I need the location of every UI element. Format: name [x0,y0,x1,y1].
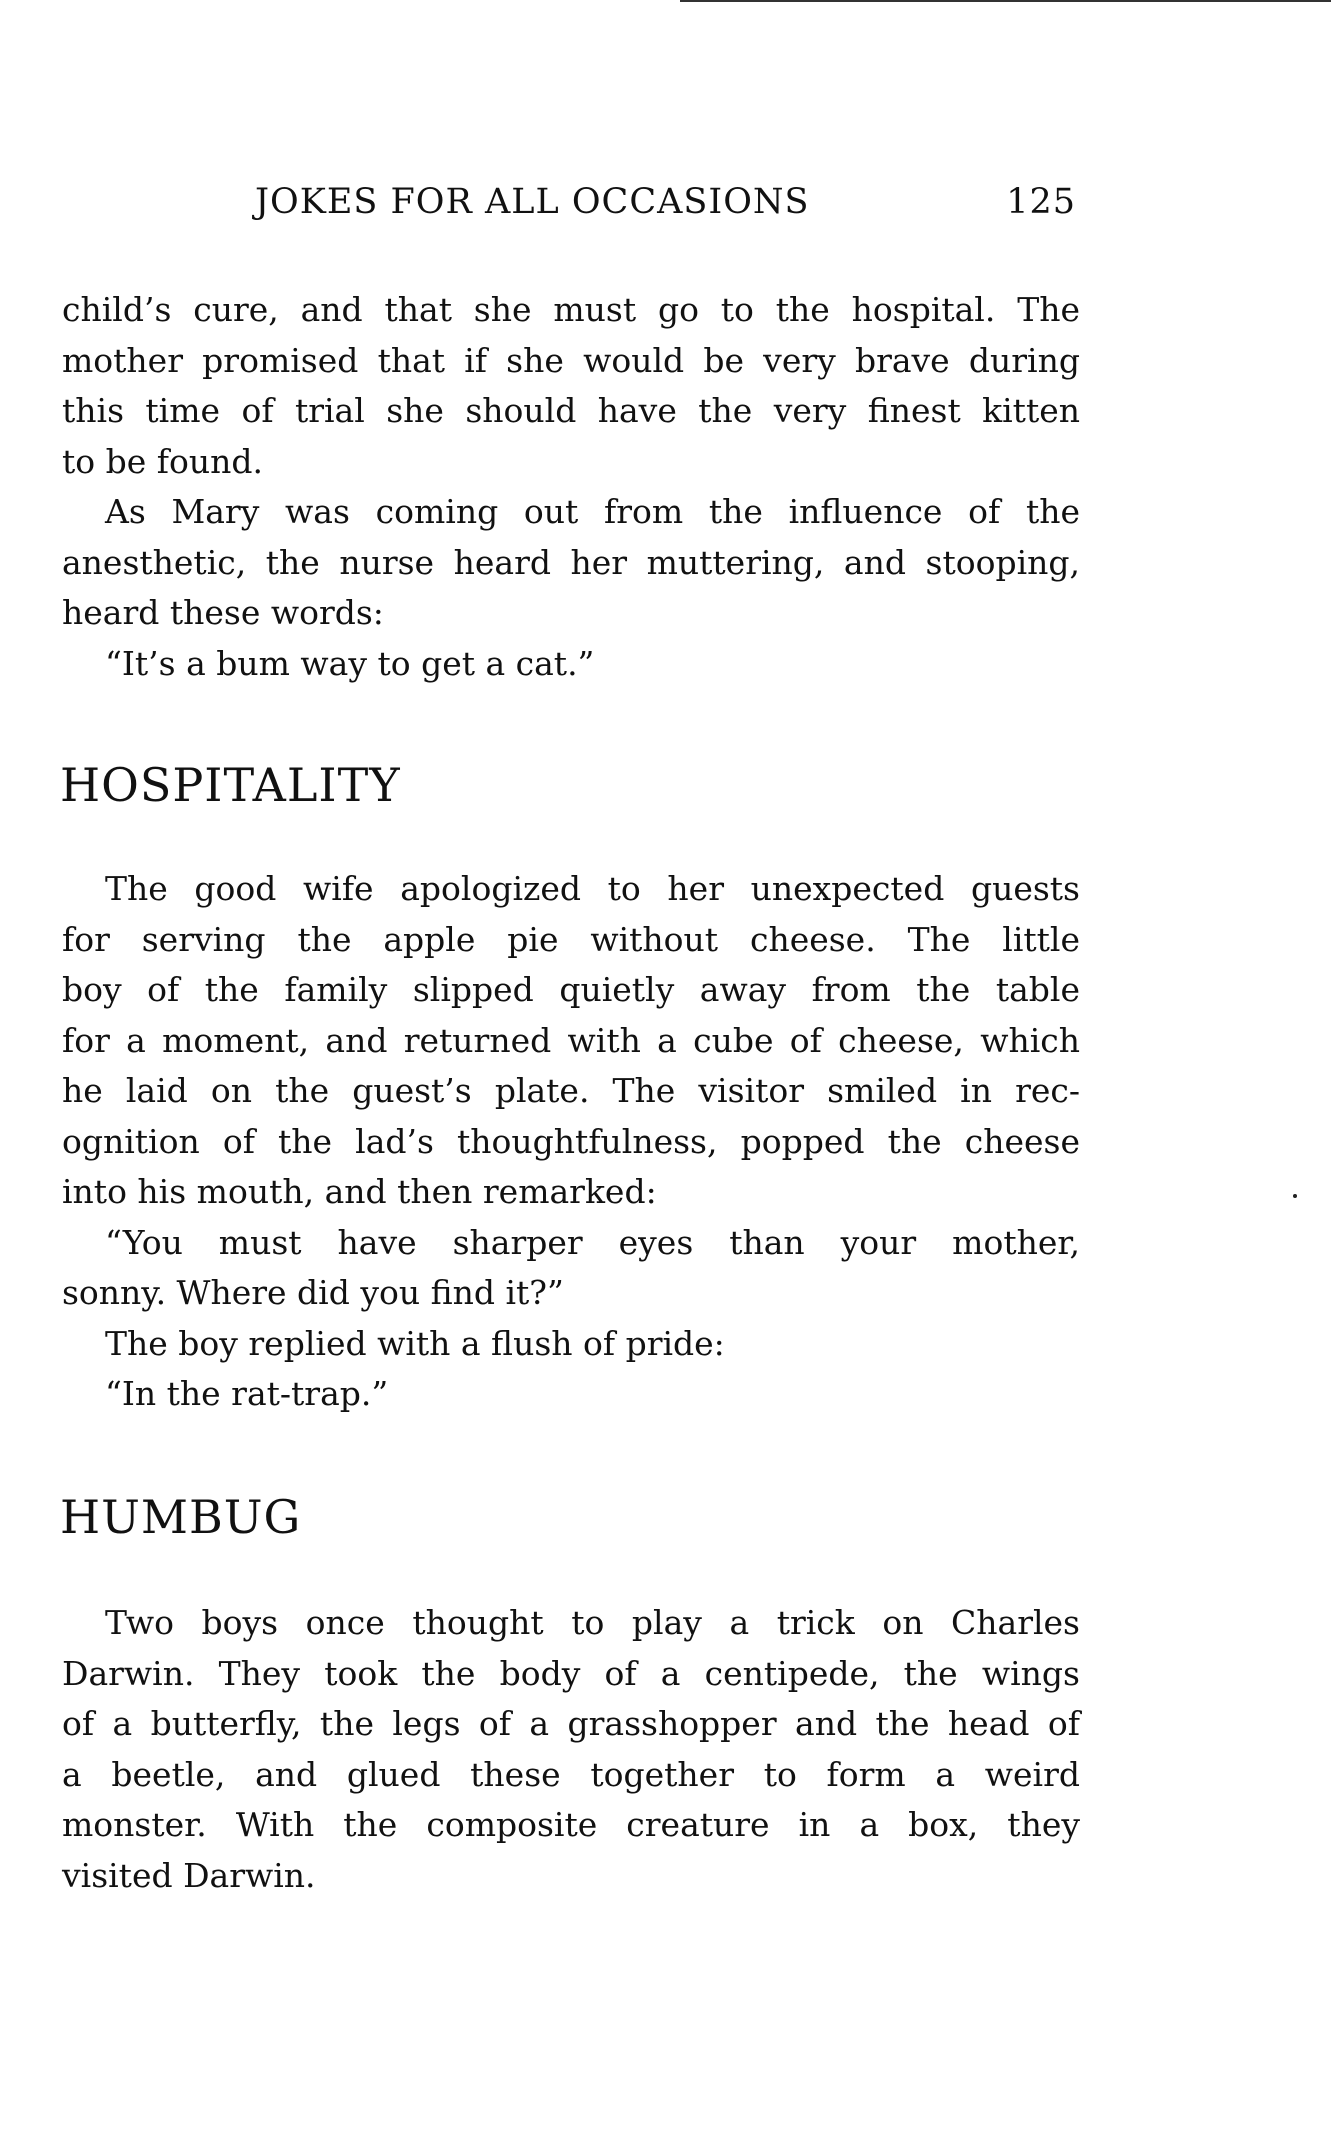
text-line: sonny. Where did you find it?” [62,1273,564,1312]
text-line: Darwin. They took the body of a centipede, the wings [62,1653,1080,1693]
running-title: JOKES FOR ALL OCCASIONS [255,182,810,222]
text-line: anesthetic, the nurse heard her muttering, and stooping, [62,542,1080,582]
page-number: 125 [1006,182,1076,222]
text-line: The boy replied with a flush of pride: [105,1323,725,1363]
text-line: for serving the apple pie without cheese. The little [62,919,1080,959]
text-line: of a butterfly, the legs of a grasshopper and the head of [62,1704,1080,1743]
text-line: The good wife apologized to her unexpected guests [105,869,1080,908]
text-line: heard these words: [62,593,384,632]
text-line: a beetle, and glued these together to form a weird [62,1754,1080,1794]
text-line: child’s cure, and that she must go to the hospital. The [62,290,1080,329]
text-line: he laid on the guest’s plate. The visitor smiled in rec- [62,1071,1080,1110]
scan-edge-line [680,0,1331,2]
continuation-text [62,285,1080,689]
section-heading-humbug: HUMBUG [60,1490,302,1544]
text-line: “In the rat-trap.” [105,1374,389,1413]
text-line: Two boys once thought to play a trick on Charles [105,1603,1080,1642]
text-line: As Mary was coming out from the influence of the [105,492,1080,531]
hospitality-text [62,864,1080,1420]
scan-speck [1293,1194,1297,1198]
text-line: “You must have sharper eyes than your mother, [105,1222,1080,1262]
text-line: mother promised that if she would be very brave during [62,340,1080,380]
text-line: to be found. [62,441,263,481]
humbug-text [62,1598,1080,1901]
text-line: “It’s a bum way to get a cat.” [105,643,595,683]
text-line: for a moment, and returned with a cube of cheese, which [62,1020,1080,1060]
text-line: into his mouth, and then remarked: [62,1172,657,1211]
text-line: monster. With the composite creature in a box, they [62,1805,1080,1844]
section-heading-hospitality: HOSPITALITY [60,758,401,812]
text-line: ognition of the lad’s thoughtfulness, popped the cheese [62,1121,1080,1161]
text-line: visited Darwin. [62,1855,316,1895]
text-line: this time of trial she should have the very finest kitten [62,391,1080,430]
text-line: boy of the family slipped quietly away from the table [62,970,1080,1009]
